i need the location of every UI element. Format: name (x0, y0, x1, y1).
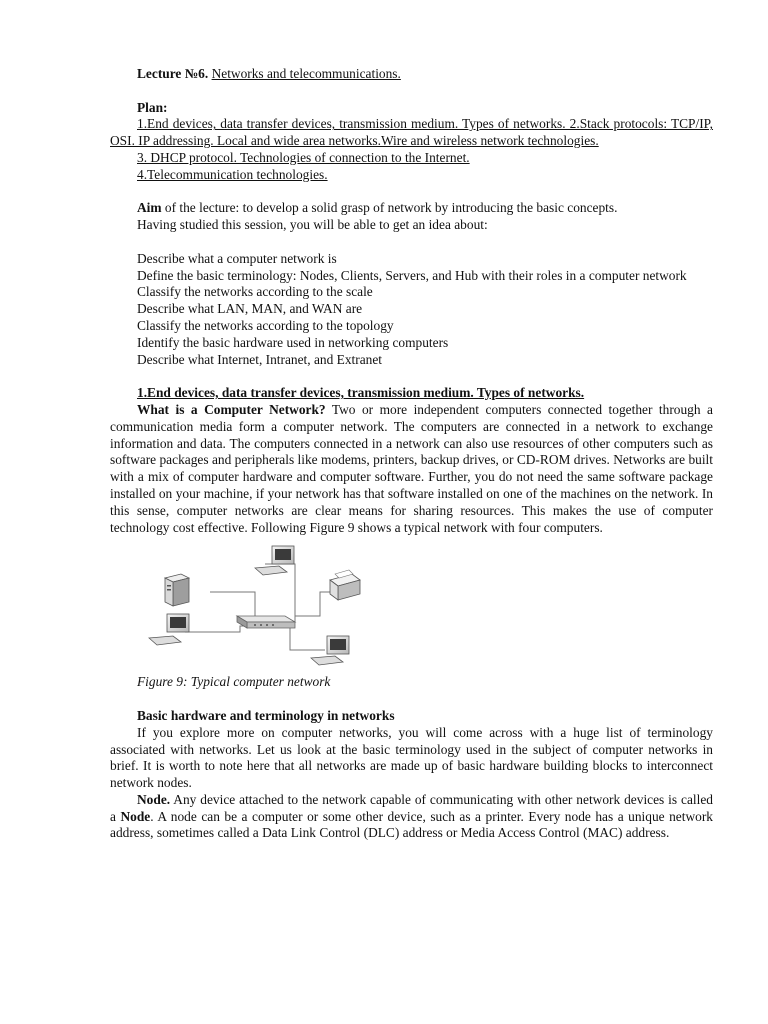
plan-item-2: 3. DHCP protocol. Technologies of connection to the Internet. (137, 149, 470, 165)
objective-item: Describe what LAN, MAN, and WAN are (137, 301, 363, 317)
server-icon (165, 574, 189, 606)
plan-item-3: 4.Telecommunication technologies. (137, 166, 328, 182)
section1-body: What is a Computer Network? Two or more independent computers connected together through a communication media form a computer network. The computers are connected in a network to exchange information and data. The computers connected in a network can also use resources of other computers such as software packages and peripherals like modems, printers, backup drives, or CD-ROM drives. Networks are built with a mix of computer hardware and computer software. Further, you do not need the same software package installed on your machine, if your network has that software installed on one of the machines on the network. In this sense, computer networks are clear means for sharing resources. This makes the use of computer technology cost effective. Following Figure 9 shows a typical network with four computers. (110, 401, 713, 535)
section2-heading: Basic hardware and terminology in networks (137, 707, 395, 723)
lecture-number: Lecture №6. (137, 66, 209, 81)
node-paragraph: Node. Any device attached to the network capable of communicating with other network devices is called a Node. A node can be a computer or some other device, such as a printer. Every node has a unique network address, sometimes called a Data Link Control (DLC) address or Media Access Control (MAC) address. (110, 791, 713, 841)
objective-item: Define the basic terminology: Nodes, Clients, Servers, and Hub with their roles in a computer network (137, 267, 687, 283)
lecture-title-line (110, 66, 713, 83)
objective-item: Describe what Internet, Intranet, and Extranet (137, 351, 383, 367)
section1-heading: 1.End devices, data transfer devices, transmission medium. Types of networks. (137, 385, 585, 401)
objective-item: Classify the networks according to the scale (137, 284, 373, 300)
lecture-title: Networks and telecommunications. (211, 66, 401, 81)
plan-heading: Plan: (137, 99, 168, 115)
aim-label: Aim (137, 200, 162, 216)
computer-icon (255, 546, 294, 575)
objectives-list (110, 251, 713, 369)
computer-icon (149, 614, 189, 645)
objective-item: Describe what a computer network is (137, 250, 337, 266)
figure-caption: Figure 9: Typical computer network (137, 674, 331, 690)
aim-line-2: Having studied this session, you will be able to get an idea about: (137, 217, 488, 233)
plan-item-1: 1.End devices, data transfer devices, transmission medium. Types of networks. 2.Stack protocols: TCP/IP, OSI. IP addressing. Local and wide area networks.Wire and wireless network technologies. (110, 116, 713, 149)
hub-icon (237, 616, 295, 628)
document-page (110, 66, 713, 842)
node-label: Node. (137, 791, 171, 807)
network-figure (145, 544, 375, 672)
section2-para1: If you explore more on computer networks, you will come across with a huge list of terminology associated with networks. Let us look at the basic terminology used in the subject of computer networks in brief. It is worth to note here that all networks are made up of basic hardware building blocks to interconnect network nodes. (110, 724, 713, 791)
aim-line: Aim of the lecture: to develop a solid grasp of network by introducing the basic concepts. (137, 200, 618, 216)
objective-item: Identify the basic hardware used in networking computers (137, 334, 449, 350)
printer-icon (330, 570, 360, 600)
network-diagram (145, 544, 375, 672)
objective-item: Classify the networks according to the topology (137, 317, 394, 333)
question-label: What is a Computer Network? (137, 401, 326, 417)
